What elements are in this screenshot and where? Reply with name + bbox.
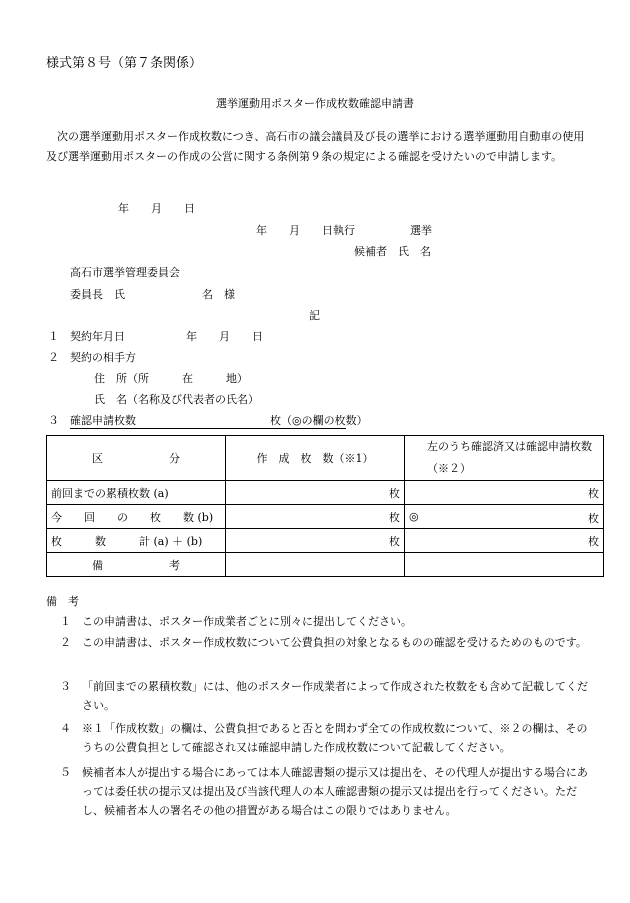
row-confirmed-unit: 枚 — [588, 512, 599, 525]
addressee-title: 委員長 氏 名 様 — [70, 288, 235, 301]
item-3-number: ３ — [48, 414, 59, 427]
row-label: 前回までの累積枚数 (a) — [47, 481, 226, 505]
item-3-label: 確認申請枚数 — [70, 414, 136, 427]
header-confirmed-count: 左のうち確認済又は確認申請枚数（※２） — [405, 436, 604, 481]
row-confirmed-unit: 枚 — [405, 481, 604, 505]
row-label: 今 回 の 枚 数 (b) — [47, 505, 226, 529]
count-table — [46, 435, 604, 577]
remarks-cell-2 — [226, 553, 405, 577]
note-text: 「前回までの累積枚数」には、他のポスター作成業者によって作成された枚数をも含めて記載してください。 — [82, 680, 588, 712]
submission-date: 年 月 日 — [118, 202, 195, 215]
note-text: この申請書は、ポスター作成枚数について公費負担の対象となるものの確認を受けるためのものです。 — [82, 636, 587, 649]
note-number: ２ — [60, 636, 71, 649]
row-created-unit: 枚 — [226, 481, 405, 505]
row-label: 備 考 — [47, 553, 226, 577]
item-3-value: 枚（◎の欄の枚数） — [270, 414, 368, 427]
row-created-unit: 枚 — [226, 529, 405, 553]
row-confirmed-cell — [405, 505, 604, 529]
item-1-label: 契約年月日 — [70, 330, 125, 343]
note-number: ４ — [60, 722, 71, 735]
note-number: ３ — [60, 680, 71, 693]
table-row — [47, 553, 604, 577]
row-confirmed-unit: 枚 — [405, 529, 604, 553]
addressee-org: 高石市選挙管理委員会 — [70, 266, 180, 279]
note-text: 候補者本人が提出する場合にあっては本人確認書類の提示又は提出を、その代理人が提出する場合にあっては委任状の提示又は提出及び当該代理人の本人確認書類の提示又は提出を行ってください。ただし、候補者本人の署名その他の措置がある場合はこの限りではありません。 — [82, 766, 588, 817]
note-text: ※１「作成枚数」の欄は、公費負担であると否とを問わず全ての作成枚数について、※２の欄は、そのうちの公費負担として確認され又は確認申請した作成枚数について記載してください。 — [82, 722, 588, 754]
contract-name: 氏 名（名称及び代表者の氏名） — [94, 393, 259, 406]
form-number: 様式第８号（第７条関係） — [46, 56, 203, 71]
remarks-cell-3 — [405, 553, 604, 577]
item-3-line — [70, 412, 368, 429]
header-created-count: 作 成 枚 数（※1） — [226, 436, 405, 481]
table-row — [47, 529, 604, 553]
row-created-unit: 枚 — [226, 505, 405, 529]
row-label: 枚 数 計 (a) ＋ (b) — [47, 529, 226, 553]
item-1-number: １ — [48, 330, 59, 343]
note-number: ５ — [60, 766, 71, 779]
note-item — [60, 677, 590, 715]
candidate-name: 候補者 氏 名 — [354, 245, 431, 258]
notes-heading: 備 考 — [46, 595, 79, 608]
note-item — [60, 763, 590, 820]
table-header-row — [47, 436, 604, 481]
contract-address: 住 所（所 在 地） — [94, 372, 248, 385]
ki-mark: 記 — [309, 309, 320, 322]
note-text: この申請書は、ポスター作成業者ごとに別々に提出してください。 — [82, 615, 412, 628]
note-item — [60, 719, 590, 757]
item-1-value: 年 月 日 — [186, 330, 263, 343]
intro-paragraph: 次の選挙運動用ポスター作成枚数につき、高石市の議会議員及び長の選挙における選挙運動用自動車の使用及び選挙運動用ポスターの作成の公営に関する条例第９条の規定による確認を受けたいので申請します。 — [46, 130, 585, 163]
item-2-number: ２ — [48, 351, 59, 364]
note-item — [60, 633, 590, 652]
item-2-label: 契約の相手方 — [70, 351, 136, 364]
header-category: 区 分 — [47, 436, 226, 481]
double-circle-mark: ◎ — [409, 510, 419, 523]
election-date: 年 月 日執行 選挙 — [256, 224, 432, 237]
table-row — [47, 505, 604, 529]
document-title: 選挙運動用ポスター作成枚数確認申請書 — [216, 97, 414, 110]
table-row — [47, 481, 604, 505]
note-number: １ — [60, 615, 71, 628]
note-item — [60, 612, 590, 631]
